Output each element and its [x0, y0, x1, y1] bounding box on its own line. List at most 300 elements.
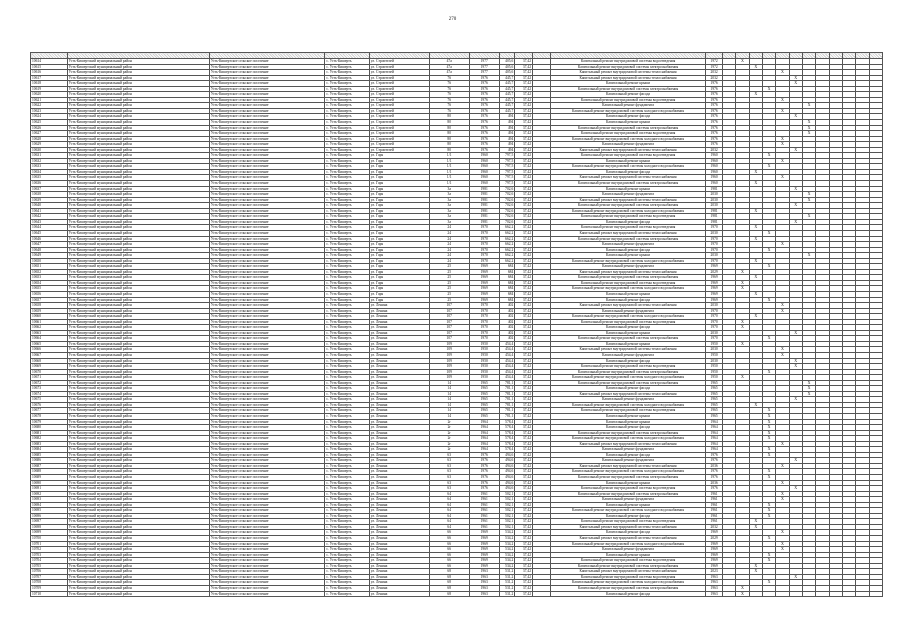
- period-mark-cell: X: [776, 175, 789, 181]
- rate-cell: 37,42: [515, 369, 533, 375]
- locality-cell: с. Усть-Кишерть: [325, 380, 369, 386]
- rate-cell: 37,42: [515, 70, 533, 76]
- area-cell: 502,1: [499, 508, 515, 514]
- street-cell: ул. Ленина: [369, 419, 429, 425]
- settlement-cell: Усть-Кишертское сельское поселение: [209, 469, 325, 475]
- year-cell: 1970: [469, 308, 499, 314]
- last-repair-year-cell: 1969: [706, 286, 723, 292]
- district-cell: Усть-Кишертский муниципальный район: [67, 569, 209, 575]
- settlement-cell: Усть-Кишертское сельское поселение: [209, 430, 325, 436]
- locality-cell: с. Усть-Кишерть: [325, 64, 369, 70]
- year-cell: 1981: [469, 219, 499, 225]
- period-mark-cell: X: [736, 375, 749, 381]
- work-type-cell: Капитальный ремонт фасада: [550, 386, 706, 392]
- house-cell: 76: [429, 75, 469, 81]
- year-cell: 1970: [469, 253, 499, 259]
- locality-cell: с. Усть-Кишерть: [325, 92, 369, 98]
- settlement-cell: Усть-Кишертское сельское поселение: [209, 208, 325, 214]
- year-cell: 1976: [469, 136, 499, 142]
- district-cell: Усть-Кишертский муниципальный район: [67, 59, 209, 65]
- house-cell: 14: [429, 380, 469, 386]
- year-cell: 1963: [469, 569, 499, 575]
- rate-cell: 37,42: [515, 530, 533, 536]
- locality-cell: с. Усть-Кишерть: [325, 208, 369, 214]
- rate-cell: 37,42: [515, 147, 533, 153]
- locality-cell: с. Усть-Кишерть: [325, 59, 369, 65]
- district-cell: Усть-Кишертский муниципальный район: [67, 208, 209, 214]
- row-number: 10627: [31, 131, 68, 137]
- rate-cell: 37,42: [515, 81, 533, 87]
- settlement-cell: Усть-Кишертское сельское поселение: [209, 275, 325, 281]
- area-cell: 454,4: [499, 369, 515, 375]
- work-type-cell: Капитальный ремонт внутридомовой системы водоотведения: [550, 558, 706, 564]
- row-number: 10663: [31, 330, 68, 336]
- last-repair-year-cell: 1965: [706, 386, 723, 392]
- house-cell: 25: [429, 297, 469, 303]
- district-cell: Усть-Кишертский муниципальный район: [67, 236, 209, 242]
- settlement-cell: Усть-Кишертское сельское поселение: [209, 480, 325, 486]
- street-cell: ул. Ленина: [369, 508, 429, 514]
- locality-cell: с. Усть-Кишерть: [325, 186, 369, 192]
- year-cell: 1964: [469, 441, 499, 447]
- settlement-cell: Усть-Кишертское сельское поселение: [209, 364, 325, 370]
- street-cell: ул. Строителей: [369, 131, 429, 137]
- district-cell: Усть-Кишертский муниципальный район: [67, 158, 209, 164]
- year-cell: 1977: [469, 59, 499, 65]
- period-mark-cell: X: [802, 131, 815, 137]
- rate-cell: 37,42: [515, 153, 533, 159]
- settlement-cell: Усть-Кишертское сельское поселение: [209, 303, 325, 309]
- work-type-cell: Капитальный ремонт внутридомовой системы теплоснабжения: [550, 303, 706, 309]
- row-number: 10650: [31, 258, 68, 264]
- rate-cell: 37,42: [515, 552, 533, 558]
- locality-cell: с. Усть-Кишерть: [325, 585, 369, 591]
- last-repair-year-cell: 1970: [706, 314, 723, 320]
- period-mark-cell: [816, 591, 829, 597]
- work-type-cell: Капитальный ремонт внутридомовой системы электроснабжения: [550, 336, 706, 342]
- house-cell: 1/1: [429, 181, 469, 187]
- period-mark-cell: X: [762, 502, 775, 508]
- district-cell: Усть-Кишертский муниципальный район: [67, 314, 209, 320]
- street-cell: ул. Гаря: [369, 291, 429, 297]
- district-cell: Усть-Кишертский муниципальный район: [67, 519, 209, 525]
- period-mark-cell: X: [762, 408, 775, 414]
- street-cell: ул. Ленина: [369, 563, 429, 569]
- work-type-cell: Капитальный ремонт внутридомовой системы электроснабжения: [550, 430, 706, 436]
- period-mark-cell: X: [802, 214, 815, 220]
- rate-cell: 37,42: [515, 186, 533, 192]
- house-cell: 25: [429, 264, 469, 270]
- street-cell: ул. Ленина: [369, 430, 429, 436]
- row-number: 10643: [31, 219, 68, 225]
- row-number: 10630: [31, 147, 68, 153]
- period-mark-cell: [749, 591, 762, 597]
- district-cell: Усть-Кишертский муниципальный район: [67, 120, 209, 126]
- settlement-cell: Усть-Кишертское сельское поселение: [209, 458, 325, 464]
- locality-cell: с. Усть-Кишерть: [325, 81, 369, 87]
- period-mark-cell: X: [776, 463, 789, 469]
- area-cell: 578,4: [499, 430, 515, 436]
- locality-cell: с. Усть-Кишерть: [325, 192, 369, 198]
- work-type-cell: Капитальный ремонт внутридомовой системы теплоснабжения: [550, 347, 706, 353]
- work-type-cell: Капитальный ремонт внутридомовой системы электроснабжения: [550, 380, 706, 386]
- house-cell: 64: [429, 497, 469, 503]
- district-cell: Усть-Кишертский муниципальный район: [67, 325, 209, 331]
- area-cell: 578,4: [499, 441, 515, 447]
- street-cell: ул. Ленина: [369, 458, 429, 464]
- house-cell: 2г: [429, 441, 469, 447]
- settlement-cell: Усть-Кишертское сельское поселение: [209, 502, 325, 508]
- last-repair-year-cell: 2032: [706, 70, 723, 76]
- house-cell: 47а: [429, 70, 469, 76]
- settlement-cell: Усть-Кишертское сельское поселение: [209, 192, 325, 198]
- work-type-cell: Капитальный ремонт крыши: [550, 414, 706, 420]
- district-cell: Усть-Кишертский муниципальный район: [67, 358, 209, 364]
- locality-cell: с. Усть-Кишерть: [325, 436, 369, 442]
- settlement-cell: Усть-Кишертское сельское поселение: [209, 341, 325, 347]
- row-number: 10688: [31, 469, 68, 475]
- rate-cell: 37,42: [515, 475, 533, 481]
- area-cell: 534,2: [499, 563, 515, 569]
- settlement-cell: Усть-Кишертское сельское поселение: [209, 291, 325, 297]
- area-cell: 454,4: [499, 352, 515, 358]
- row-number: 10644: [31, 225, 68, 231]
- year-cell: 1969: [469, 286, 499, 292]
- work-type-cell: Капитальный ремонт внутридомовой системы теплоснабжения: [550, 75, 706, 81]
- area-cell: 454,4: [499, 358, 515, 364]
- row-number: 10615: [31, 64, 68, 70]
- last-repair-year-cell: 2023: [706, 569, 723, 575]
- year-cell: 1950: [469, 369, 499, 375]
- area-cell: 702,6: [499, 219, 515, 225]
- rate-cell: 37,42: [515, 275, 533, 281]
- house-cell: 80: [429, 114, 469, 120]
- period-mark-cell: X: [789, 186, 802, 192]
- area-cell: 445,7: [499, 92, 515, 98]
- row-number: 10659: [31, 308, 68, 314]
- year-cell: 1969: [469, 536, 499, 542]
- street-cell: ул. Ленина: [369, 452, 429, 458]
- house-cell: 25: [429, 286, 469, 292]
- last-repair-year-cell: 1970: [706, 308, 723, 314]
- row-number: 10623: [31, 108, 68, 114]
- rate-cell: 37,42: [515, 64, 533, 70]
- year-cell: 1950: [469, 352, 499, 358]
- row-number: 10680: [31, 425, 68, 431]
- year-cell: 1969: [469, 269, 499, 275]
- period-mark-cell: X: [736, 59, 749, 65]
- period-mark-cell: X: [749, 92, 762, 98]
- year-cell: 1976: [469, 125, 499, 131]
- district-cell: Усть-Кишертский муниципальный район: [67, 186, 209, 192]
- area-cell: 781,1: [499, 408, 515, 414]
- rate-cell: 37,42: [515, 181, 533, 187]
- row-number: 10624: [31, 114, 68, 120]
- district-cell: Усть-Кишертский муниципальный район: [67, 524, 209, 530]
- area-cell: 402: [499, 319, 515, 325]
- area-cell: 702,6: [499, 208, 515, 214]
- year-cell: 1965: [469, 380, 499, 386]
- settlement-cell: Усть-Кишертское сельское поселение: [209, 175, 325, 181]
- locality-cell: с. Усть-Кишерть: [325, 574, 369, 580]
- work-type-cell: Капитальный ремонт фундамента: [550, 447, 706, 453]
- house-cell: 80: [429, 125, 469, 131]
- last-repair-year-cell: 1964: [706, 419, 723, 425]
- year-cell: 1961: [469, 497, 499, 503]
- row-number: 10693: [31, 497, 68, 503]
- house-cell: 24: [429, 225, 469, 231]
- work-type-cell: Капитальный ремонт крыши: [550, 502, 706, 508]
- settlement-cell: Усть-Кишертское сельское поселение: [209, 436, 325, 442]
- last-repair-year-cell: 1976: [706, 452, 723, 458]
- area-cell: 662,2: [499, 236, 515, 242]
- settlement-cell: Усть-Кишертское сельское поселение: [209, 153, 325, 159]
- last-repair-year-cell: 1969: [706, 558, 723, 564]
- settlement-cell: Усть-Кишертское сельское поселение: [209, 230, 325, 236]
- street-cell: ул. Ленина: [369, 352, 429, 358]
- period-mark-cell: X: [776, 308, 789, 314]
- period-mark-cell: X: [789, 203, 802, 209]
- year-cell: 1970: [469, 247, 499, 253]
- house-cell: 66: [429, 552, 469, 558]
- settlement-cell: Усть-Кишертское сельское поселение: [209, 513, 325, 519]
- row-number: 10646: [31, 236, 68, 242]
- year-cell: 1981: [469, 186, 499, 192]
- locality-cell: с. Усть-Кишерть: [325, 330, 369, 336]
- last-repair-year-cell: 1970: [706, 319, 723, 325]
- area-cell: 534,2: [499, 536, 515, 542]
- area-cell: 534,2: [499, 558, 515, 564]
- street-cell: ул. Гаря: [369, 253, 429, 259]
- work-type-cell: Капитальный ремонт фундамента: [550, 397, 706, 403]
- house-cell: 14: [429, 391, 469, 397]
- settlement-cell: Усть-Кишертское сельское поселение: [209, 425, 325, 431]
- district-cell: Усть-Кишертский муниципальный район: [67, 469, 209, 475]
- work-type-cell: Капитальный ремонт внутридомовой системы электроснабжения: [550, 181, 706, 187]
- street-cell: ул. Гаря: [369, 275, 429, 281]
- last-repair-year-cell: 1976: [706, 114, 723, 120]
- row-number: 10703: [31, 552, 68, 558]
- locality-cell: с. Усть-Кишерть: [325, 291, 369, 297]
- period-mark-cell: X: [802, 125, 815, 131]
- period-mark-cell: X: [749, 563, 762, 569]
- area-cell: 454,4: [499, 375, 515, 381]
- area-cell: 402: [499, 330, 515, 336]
- year-cell: 1963: [469, 580, 499, 586]
- settlement-cell: Усть-Кишертское сельское поселение: [209, 325, 325, 331]
- locality-cell: с. Усть-Кишерть: [325, 269, 369, 275]
- last-repair-year-cell: 1969: [706, 297, 723, 303]
- work-type-cell: Капитальный ремонт фундамента: [550, 192, 706, 198]
- settlement-cell: Усть-Кишертское сельское поселение: [209, 136, 325, 142]
- locality-cell: с. Усть-Кишерть: [325, 513, 369, 519]
- district-cell: Усть-Кишертский муниципальный район: [67, 574, 209, 580]
- rate-cell: 37,42: [515, 59, 533, 65]
- period-mark-cell: [842, 591, 855, 597]
- row-number: 10621: [31, 97, 68, 103]
- period-mark-cell: X: [789, 114, 802, 120]
- street-cell: ул. Ленина: [369, 314, 429, 320]
- row-number: 10645: [31, 230, 68, 236]
- work-type-cell: Капитальный ремонт внутридомовой системы электроснабжения: [550, 236, 706, 242]
- locality-cell: с. Усть-Кишерть: [325, 114, 369, 120]
- area-cell: 662,2: [499, 258, 515, 264]
- area-cell: 781,1: [499, 386, 515, 392]
- work-type-cell: Капитальный ремонт крыши: [550, 419, 706, 425]
- locality-cell: с. Усть-Кишерть: [325, 524, 369, 530]
- year-cell: 1960: [469, 175, 499, 181]
- house-cell: 107: [429, 314, 469, 320]
- work-type-cell: Капитальный ремонт внутридомовой системы теплоснабжения: [550, 536, 706, 542]
- district-cell: Усть-Кишертский муниципальный район: [67, 291, 209, 297]
- area-cell: 662,2: [499, 253, 515, 259]
- rate-cell: 37,42: [515, 391, 533, 397]
- street-cell: ул. Строителей: [369, 64, 429, 70]
- street-cell: ул. Строителей: [369, 59, 429, 65]
- district-cell: Усть-Кишертский муниципальный район: [67, 441, 209, 447]
- settlement-cell: Усть-Кишертское сельское поселение: [209, 197, 325, 203]
- year-cell: 1976: [469, 131, 499, 137]
- district-cell: Усть-Кишертский муниципальный район: [67, 408, 209, 414]
- row-number: 10677: [31, 408, 68, 414]
- row-number: 10671: [31, 375, 68, 381]
- work-type-cell: Капитальный ремонт фундамента: [550, 497, 706, 503]
- work-type-cell: Капитальный ремонт внутридомовой системы холодного водоснабжения: [550, 108, 706, 114]
- area-cell: 684: [499, 297, 515, 303]
- row-number: 10640: [31, 203, 68, 209]
- work-type-cell: Капитальный ремонт крыши: [550, 552, 706, 558]
- last-repair-year-cell: 1976: [706, 475, 723, 481]
- rate-cell: 37,42: [515, 219, 533, 225]
- district-cell: Усть-Кишертский муниципальный район: [67, 97, 209, 103]
- house-cell: 76: [429, 103, 469, 109]
- year-cell: 1961: [469, 502, 499, 508]
- row-number: 10708: [31, 580, 68, 586]
- area-cell: 684: [499, 280, 515, 286]
- district-cell: Усть-Кишертский муниципальный район: [67, 219, 209, 225]
- year-cell: 1950: [469, 375, 499, 381]
- work-type-cell: Капитальный ремонт внутридомовой системы холодного водоснабжения: [550, 402, 706, 408]
- work-type-cell: Капитальный ремонт фундамента: [550, 103, 706, 109]
- rate-cell: 37,42: [515, 197, 533, 203]
- settlement-cell: Усть-Кишертское сельское поселение: [209, 181, 325, 187]
- last-repair-year-cell: 1969: [706, 280, 723, 286]
- settlement-cell: Усть-Кишертское сельское поселение: [209, 286, 325, 292]
- district-cell: Усть-Кишертский муниципальный район: [67, 580, 209, 586]
- period-mark-cell: X: [776, 541, 789, 547]
- district-cell: Усть-Кишертский муниципальный район: [67, 591, 209, 597]
- house-cell: 109: [429, 375, 469, 381]
- row-number: 10700: [31, 536, 68, 542]
- locality-cell: с. Усть-Кишерть: [325, 197, 369, 203]
- rate-cell: 37,42: [515, 341, 533, 347]
- settlement-cell: Усть-Кишертское сельское поселение: [209, 386, 325, 392]
- rate-cell: 37,42: [515, 131, 533, 137]
- street-cell: ул. Ленина: [369, 308, 429, 314]
- district-cell: Усть-Кишертский муниципальный район: [67, 502, 209, 508]
- locality-cell: с. Усть-Кишерть: [325, 247, 369, 253]
- area-cell: 494,6: [499, 458, 515, 464]
- work-type-cell: Капитальный ремонт крыши: [550, 330, 706, 336]
- rate-cell: 37,42: [515, 563, 533, 569]
- period-mark-cell: X: [762, 419, 775, 425]
- district-cell: Усть-Кишертский муниципальный район: [67, 402, 209, 408]
- work-type-cell: Капитальный ремонт внутридомовой системы холодного водоснабжения: [550, 286, 706, 292]
- last-repair-year-cell: 1961: [706, 513, 723, 519]
- period-mark-cell: X: [762, 436, 775, 442]
- last-repair-year-cell: 2030: [706, 192, 723, 198]
- area-cell: 402: [499, 336, 515, 342]
- district-cell: Усть-Кишертский муниципальный район: [67, 114, 209, 120]
- work-type-cell: Капитальный ремонт внутридомовой системы холодного водоснабжения: [550, 508, 706, 514]
- locality-cell: с. Усть-Кишерть: [325, 558, 369, 564]
- house-cell: 24: [429, 247, 469, 253]
- district-cell: Усть-Кишертский муниципальный район: [67, 197, 209, 203]
- rate-cell: 37,42: [515, 314, 533, 320]
- district-cell: Усть-Кишертский муниципальный район: [67, 436, 209, 442]
- district-cell: Усть-Кишертский муниципальный район: [67, 563, 209, 569]
- house-cell: 107: [429, 308, 469, 314]
- row-number: 10633: [31, 164, 68, 170]
- year-cell: 1976: [469, 480, 499, 486]
- district-cell: Усть-Кишертский муниципальный район: [67, 214, 209, 220]
- rate-cell: 37,42: [515, 303, 533, 309]
- street-cell: ул. Ленина: [369, 436, 429, 442]
- house-cell: 64: [429, 519, 469, 525]
- work-type-cell: Капитальный ремонт внутридомовой системы теплоснабжения: [550, 524, 706, 530]
- house-cell: 68: [429, 591, 469, 597]
- locality-cell: с. Усть-Кишерть: [325, 347, 369, 353]
- area-cell: 781,1: [499, 397, 515, 403]
- year-cell: 1976: [469, 142, 499, 148]
- row-number: 10654: [31, 280, 68, 286]
- district-cell: Усть-Кишертский муниципальный район: [67, 480, 209, 486]
- row-number: 10709: [31, 585, 68, 591]
- work-type-cell: Капитальный ремонт внутридомовой системы водоотведения: [550, 574, 706, 580]
- locality-cell: с. Усть-Кишерть: [325, 225, 369, 231]
- row-number: 10679: [31, 419, 68, 425]
- rate-cell: 37,42: [515, 536, 533, 542]
- house-cell: 24: [429, 242, 469, 248]
- last-repair-year-cell: 2032: [706, 524, 723, 530]
- work-type-cell: Капитальный ремонт внутридомовой системы холодного водоснабжения: [550, 314, 706, 320]
- house-cell: 68: [429, 574, 469, 580]
- settlement-cell: Усть-Кишертское сельское поселение: [209, 225, 325, 231]
- row-number: 10622: [31, 103, 68, 109]
- work-type-cell: Капитальный ремонт фундамента: [550, 458, 706, 464]
- street-cell: ул. Гаря: [369, 181, 429, 187]
- settlement-cell: Усть-Кишертское сельское поселение: [209, 75, 325, 81]
- last-repair-year-cell: 1965: [706, 414, 723, 420]
- period-mark-cell: X: [736, 269, 749, 275]
- settlement-cell: Усть-Кишертское сельское поселение: [209, 219, 325, 225]
- locality-cell: с. Усть-Кишерть: [325, 475, 369, 481]
- year-cell: 1963: [469, 574, 499, 580]
- rate-cell: 37,42: [515, 436, 533, 442]
- street-cell: ул. Ленина: [369, 441, 429, 447]
- street-cell: ул. Ленина: [369, 319, 429, 325]
- area-cell: 578,4: [499, 425, 515, 431]
- row-number: 10617: [31, 75, 68, 81]
- area-cell: 684: [499, 269, 515, 275]
- district-cell: Усть-Кишертский муниципальный район: [67, 164, 209, 170]
- period-mark-cell: X: [802, 386, 815, 392]
- house-cell: 64: [429, 524, 469, 530]
- district-cell: Усть-Кишертский муниципальный район: [67, 375, 209, 381]
- district-cell: Усть-Кишертский муниципальный район: [67, 319, 209, 325]
- period-mark-cell: X: [762, 552, 775, 558]
- area-cell: 405,6: [499, 59, 515, 65]
